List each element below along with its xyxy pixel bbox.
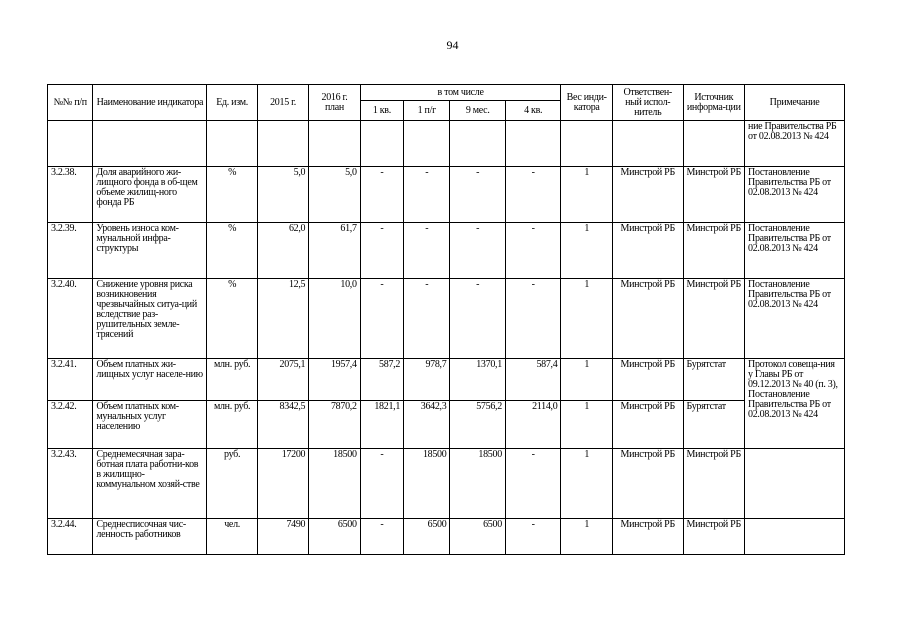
value-2016: 61,7 <box>309 223 360 279</box>
value-h1: 18500 <box>404 449 450 519</box>
header-responsible: Ответствен-ный испол-нитель <box>612 85 683 121</box>
indicator-name: Среднемесячная зара-ботная плата работни-ков в жилищно-коммунальном хозяй-стве <box>93 449 207 519</box>
value-q1: - <box>360 223 403 279</box>
indicator-name: Уровень износа ком-мунальной инфра-структуры <box>93 223 207 279</box>
table-row <box>48 401 845 449</box>
source-cell: Минстрой РБ <box>683 519 745 555</box>
header-note: Примечание <box>745 85 845 121</box>
row-num: 3.2.40. <box>48 279 93 359</box>
table-row <box>48 449 845 519</box>
value-9m: - <box>450 167 505 223</box>
value-2016: 1957,4 <box>309 359 360 401</box>
responsible-cell: Минстрой РБ <box>612 359 683 401</box>
header-weight: Вес инди-катора <box>561 85 612 121</box>
note-cell <box>745 519 845 555</box>
row-num: 3.2.43. <box>48 449 93 519</box>
source-cell: Бурятстат <box>683 359 745 401</box>
value-2016: 6500 <box>309 519 360 555</box>
indicator-name: Объем платных ком-мунальных услуг населению <box>93 401 207 449</box>
indicator-name: Объем платных жи-лищных услуг населе-нию <box>93 359 207 401</box>
indicator-name: Среднесписочная чис-ленность работников <box>93 519 207 555</box>
value-9m: 1370,1 <box>450 359 505 401</box>
unit-cell: млн. руб. <box>207 401 257 449</box>
header-unit: Ед. изм. <box>207 85 257 121</box>
weight-cell: 1 <box>561 449 612 519</box>
note-cell: Протокол совеща-ния у Главы РБ от 09.12.2013 № 40 (п. 3), Постановление Правительства РБ от 02.08.2013 № 424 <box>745 359 845 449</box>
weight-cell: 1 <box>561 279 612 359</box>
table-row <box>48 519 845 555</box>
table-row <box>48 359 845 401</box>
header-2016-plan: 2016 г. план <box>309 85 360 121</box>
unit-cell: руб. <box>207 449 257 519</box>
value-2015: 2075,1 <box>257 359 308 401</box>
table-row <box>48 223 845 279</box>
value-q1: - <box>360 449 403 519</box>
value-2015: 5,0 <box>257 167 308 223</box>
value-2015: 62,0 <box>257 223 308 279</box>
value-q1: - <box>360 279 403 359</box>
value-2015: 12,5 <box>257 279 308 359</box>
unit-cell: млн. руб. <box>207 359 257 401</box>
header-including: в том числе <box>360 85 561 101</box>
responsible-cell: Минстрой РБ <box>612 519 683 555</box>
value-q4: - <box>505 279 561 359</box>
value-q1: - <box>360 167 403 223</box>
table-header <box>48 85 845 121</box>
value-q1: - <box>360 519 403 555</box>
header-name: Наименование индикатора <box>93 85 207 121</box>
header-9m: 9 мес. <box>450 101 505 121</box>
value-2016: 7870,2 <box>309 401 360 449</box>
value-h1: - <box>404 167 450 223</box>
value-q4: 2114,0 <box>505 401 561 449</box>
value-h1: 6500 <box>404 519 450 555</box>
weight-cell: 1 <box>561 519 612 555</box>
unit-cell: % <box>207 279 257 359</box>
value-h1: - <box>404 279 450 359</box>
row-num: 3.2.41. <box>48 359 93 401</box>
value-2016: 5,0 <box>309 167 360 223</box>
row-num: 3.2.42. <box>48 401 93 449</box>
value-q4: 587,4 <box>505 359 561 401</box>
value-q4: - <box>505 449 561 519</box>
header-num: №№ п/п <box>48 85 93 121</box>
row-num: 3.2.38. <box>48 167 93 223</box>
header-q4: 4 кв. <box>505 101 561 121</box>
value-h1: - <box>404 223 450 279</box>
weight-cell: 1 <box>561 359 612 401</box>
page-number: 94 <box>446 38 459 52</box>
indicator-name: Доля аварийного жи-лищного фонда в об-щем объеме жилищ-ного фонда РБ <box>93 167 207 223</box>
responsible-cell: Минстрой РБ <box>612 279 683 359</box>
source-cell: Бурятстат <box>683 401 745 449</box>
responsible-cell: Минстрой РБ <box>612 401 683 449</box>
value-9m: - <box>450 223 505 279</box>
table-row <box>48 167 845 223</box>
note-cell: Постановление Правительства РБ от 02.08.2013 № 424 <box>745 223 845 279</box>
responsible-cell: Минстрой РБ <box>612 167 683 223</box>
source-cell: Минстрой РБ <box>683 449 745 519</box>
note-cell: Постановление Правительства РБ от 02.08.2013 № 424 <box>745 167 845 223</box>
table-row <box>48 279 845 359</box>
value-2015: 8342,5 <box>257 401 308 449</box>
note-cell: ние Правительства РБ от 02.08.2013 № 424 <box>745 121 845 167</box>
value-q4: - <box>505 167 561 223</box>
value-9m: 5756,2 <box>450 401 505 449</box>
note-cell: Постановление Правительства РБ от 02.08.2013 № 424 <box>745 279 845 359</box>
value-2016: 10,0 <box>309 279 360 359</box>
header-h1: 1 п/г <box>404 101 450 121</box>
value-9m: 18500 <box>450 449 505 519</box>
table-row <box>48 121 845 167</box>
value-2015: 7490 <box>257 519 308 555</box>
header-2015: 2015 г. <box>257 85 308 121</box>
header-source: Источник информа-ции <box>683 85 745 121</box>
note-cell <box>745 449 845 519</box>
indicators-table <box>47 84 845 555</box>
value-q1: 587,2 <box>360 359 403 401</box>
weight-cell: 1 <box>561 167 612 223</box>
value-q4: - <box>505 519 561 555</box>
value-q1: 1821,1 <box>360 401 403 449</box>
unit-cell: чел. <box>207 519 257 555</box>
weight-cell: 1 <box>561 401 612 449</box>
row-num: 3.2.39. <box>48 223 93 279</box>
header-q1: 1 кв. <box>360 101 403 121</box>
value-9m: - <box>450 279 505 359</box>
value-h1: 978,7 <box>404 359 450 401</box>
unit-cell: % <box>207 167 257 223</box>
value-9m: 6500 <box>450 519 505 555</box>
responsible-cell: Минстрой РБ <box>612 449 683 519</box>
indicator-name: Снижение уровня риска возникновения чрезвычайных ситуа-ций вследствие раз-рушительных земле-трясений <box>93 279 207 359</box>
weight-cell: 1 <box>561 223 612 279</box>
source-cell: Минстрой РБ <box>683 279 745 359</box>
value-2015: 17200 <box>257 449 308 519</box>
row-num: 3.2.44. <box>48 519 93 555</box>
value-2016: 18500 <box>309 449 360 519</box>
source-cell: Минстрой РБ <box>683 167 745 223</box>
value-q4: - <box>505 223 561 279</box>
source-cell: Минстрой РБ <box>683 223 745 279</box>
responsible-cell: Минстрой РБ <box>612 223 683 279</box>
value-h1: 3642,3 <box>404 401 450 449</box>
unit-cell: % <box>207 223 257 279</box>
